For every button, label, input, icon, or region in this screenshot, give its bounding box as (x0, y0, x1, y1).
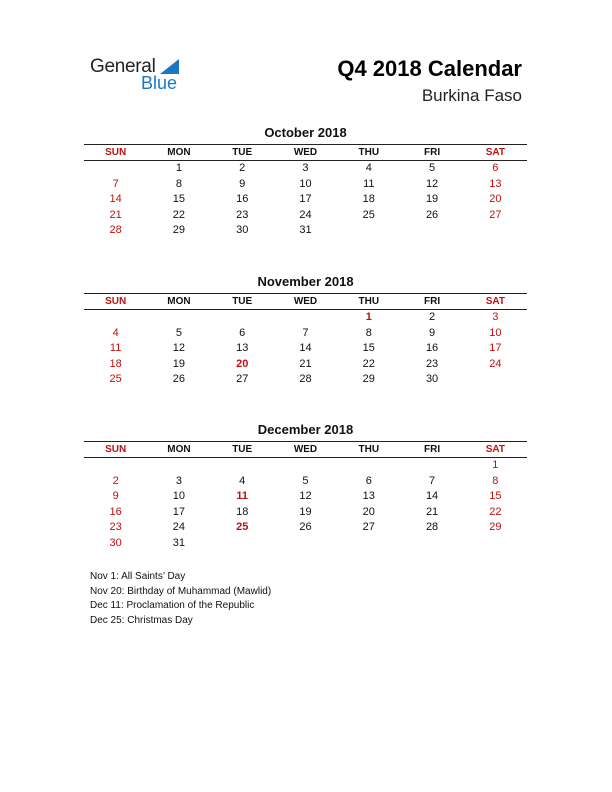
day-cell: 28 (299, 373, 312, 386)
weekday-label: SAT (485, 296, 505, 307)
holiday-notes (90, 570, 271, 628)
logo-blue-text: Blue (141, 73, 178, 93)
day-cell: 1 (492, 459, 499, 471)
day-cell: 15 (489, 490, 502, 503)
day-cell: 19 (425, 193, 439, 206)
day-cell: 24 (172, 521, 186, 534)
empty-day-cell (211, 310, 274, 326)
empty-day-cell (464, 223, 527, 239)
weekday-label: TUE (232, 444, 253, 455)
day-cell: 3 (175, 474, 182, 487)
day-cell: 4 (112, 326, 119, 339)
day-cell: 8 (175, 177, 182, 190)
empty-day-cell (464, 372, 527, 388)
day-cell: 7 (302, 326, 309, 339)
day-cell: 9 (112, 490, 119, 503)
day-grid (84, 458, 527, 552)
day-cell: 6 (365, 474, 372, 487)
weekday-label: SAT (485, 444, 505, 455)
empty-day-cell (84, 310, 147, 326)
day-cell: 29 (172, 224, 186, 237)
day-cell: 18 (362, 193, 375, 206)
day-cell: 27 (236, 373, 249, 386)
day-cell: 8 (365, 326, 372, 339)
day-cell: 2 (112, 474, 119, 487)
day-cell: 25 (362, 208, 375, 221)
weekday-label: THU (358, 444, 380, 455)
weekday-label: WED (293, 147, 318, 158)
day-cell: 30 (236, 224, 249, 237)
day-cell: 31 (172, 536, 186, 549)
logo-general-text: General (90, 56, 156, 77)
day-cell: 9 (429, 326, 436, 339)
empty-day-cell (337, 536, 400, 552)
day-cell: 18 (236, 505, 249, 518)
weekday-label: SUN (105, 444, 127, 455)
empty-day-cell (211, 536, 274, 552)
empty-day-cell (464, 536, 527, 552)
day-grid (84, 161, 527, 239)
weekday-label: SUN (105, 147, 127, 158)
empty-day-cell (84, 161, 147, 177)
day-cell: 21 (109, 208, 122, 221)
weekday-label: FRI (424, 147, 441, 158)
day-cell: 21 (299, 357, 312, 370)
day-cell: 13 (236, 342, 249, 355)
day-cell: 19 (299, 505, 312, 518)
logo (90, 56, 200, 96)
weekday-label: MON (167, 147, 191, 158)
day-cell: 18 (109, 357, 122, 370)
weekday-label: FRI (424, 296, 441, 307)
day-cell: 26 (299, 521, 312, 534)
day-cell: 12 (299, 490, 312, 503)
weekday-label: MON (167, 444, 191, 455)
day-cell: 12 (172, 342, 186, 355)
day-cell: 20 (362, 505, 375, 518)
month-title: December 2018 (257, 422, 354, 437)
day-cell: 3 (492, 311, 499, 323)
day-cell: 10 (172, 490, 186, 503)
empty-day-cell (400, 536, 463, 552)
weekday-label: WED (293, 296, 318, 307)
holiday-note: Nov 1: All Saints’ Day (90, 571, 186, 582)
day-cell: 11 (363, 177, 375, 190)
day-cell: 26 (425, 208, 439, 221)
weekday-label: MON (167, 296, 191, 307)
day-cell: 16 (236, 193, 249, 206)
weekday-header-row (84, 144, 527, 161)
day-cell: 25 (109, 373, 122, 386)
day-cell: 7 (429, 474, 436, 487)
day-cell: 6 (239, 326, 246, 339)
day-cell: 20 (236, 357, 249, 370)
empty-day-cell (147, 458, 210, 474)
empty-day-cell (400, 223, 463, 239)
empty-day-cell (400, 458, 463, 474)
empty-day-cell (274, 536, 337, 552)
holiday-note: Dec 25: Christmas Day (90, 614, 193, 626)
day-cell: 2 (239, 162, 246, 174)
day-cell: 11 (109, 342, 122, 355)
day-cell: 22 (489, 505, 502, 518)
day-cell: 27 (489, 208, 502, 221)
day-cell: 28 (425, 521, 439, 534)
day-cell: 24 (489, 357, 502, 370)
day-cell: 8 (492, 474, 499, 487)
day-cell: 4 (239, 474, 246, 487)
day-cell: 1 (365, 311, 372, 323)
empty-day-cell (147, 310, 210, 326)
day-cell: 5 (302, 474, 309, 487)
day-cell: 23 (236, 208, 249, 221)
day-cell: 10 (299, 177, 312, 190)
empty-day-cell (274, 310, 337, 326)
day-cell: 7 (112, 177, 119, 190)
day-cell: 22 (172, 208, 186, 221)
weekday-label: SUN (105, 296, 127, 307)
empty-day-cell (211, 458, 274, 474)
month-block (84, 422, 527, 552)
day-cell: 16 (109, 505, 122, 518)
day-cell: 22 (362, 357, 375, 370)
month-title: October 2018 (264, 125, 347, 140)
day-cell: 4 (365, 162, 372, 174)
holiday-note: Dec 11: Proclamation of the Republic (90, 600, 255, 611)
day-cell: 17 (489, 342, 502, 355)
day-cell: 14 (425, 490, 439, 503)
day-cell: 30 (109, 536, 122, 549)
empty-day-cell (337, 458, 400, 474)
weekday-label: WED (293, 444, 318, 455)
day-cell: 5 (175, 326, 182, 339)
day-cell: 1 (175, 162, 182, 174)
day-cell: 23 (425, 357, 439, 370)
day-cell: 2 (429, 311, 436, 323)
day-grid (84, 310, 527, 388)
day-cell: 16 (425, 342, 439, 355)
day-cell: 20 (489, 193, 502, 206)
day-cell: 29 (362, 373, 375, 386)
day-cell: 3 (302, 162, 309, 174)
day-cell: 21 (425, 505, 439, 518)
day-cell: 31 (299, 224, 312, 237)
day-cell: 14 (109, 193, 122, 206)
day-cell: 28 (109, 224, 122, 237)
day-cell: 25 (236, 521, 249, 534)
country-name: Burkina Faso (421, 86, 522, 105)
weekday-label: SAT (485, 147, 505, 158)
weekday-label: THU (358, 147, 380, 158)
logo-triangle-icon (160, 59, 179, 74)
weekday-label: TUE (232, 147, 253, 158)
day-cell: 9 (239, 177, 246, 190)
empty-day-cell (84, 458, 147, 474)
day-cell: 23 (109, 521, 122, 534)
day-cell: 30 (425, 373, 439, 386)
day-cell: 13 (489, 177, 502, 190)
empty-day-cell (274, 458, 337, 474)
month-title: November 2018 (257, 274, 354, 289)
day-cell: 29 (489, 521, 502, 534)
day-cell: 27 (362, 521, 375, 534)
weekday-label: TUE (232, 296, 253, 307)
empty-day-cell (337, 223, 400, 239)
day-cell: 26 (172, 373, 186, 386)
day-cell: 12 (425, 177, 439, 190)
day-cell: 14 (299, 342, 312, 355)
day-cell: 17 (172, 505, 186, 518)
weekday-label: THU (358, 296, 380, 307)
day-cell: 15 (362, 342, 375, 355)
holiday-note: Nov 20: Birthday of Muhammad (Mawlid) (90, 585, 272, 597)
day-cell: 11 (236, 490, 249, 503)
day-cell: 13 (362, 490, 375, 503)
page-title: Q4 2018 Calendar (337, 56, 522, 81)
weekday-header-row (84, 441, 527, 458)
day-cell: 24 (299, 208, 312, 221)
day-cell: 5 (429, 162, 436, 174)
day-cell: 17 (299, 193, 312, 206)
day-cell: 19 (172, 357, 186, 370)
month-block (84, 274, 527, 388)
weekday-header-row (84, 293, 527, 310)
month-block (84, 125, 527, 239)
weekday-label: FRI (424, 444, 441, 455)
day-cell: 10 (489, 326, 502, 339)
day-cell: 6 (492, 162, 499, 174)
day-cell: 15 (172, 193, 186, 206)
